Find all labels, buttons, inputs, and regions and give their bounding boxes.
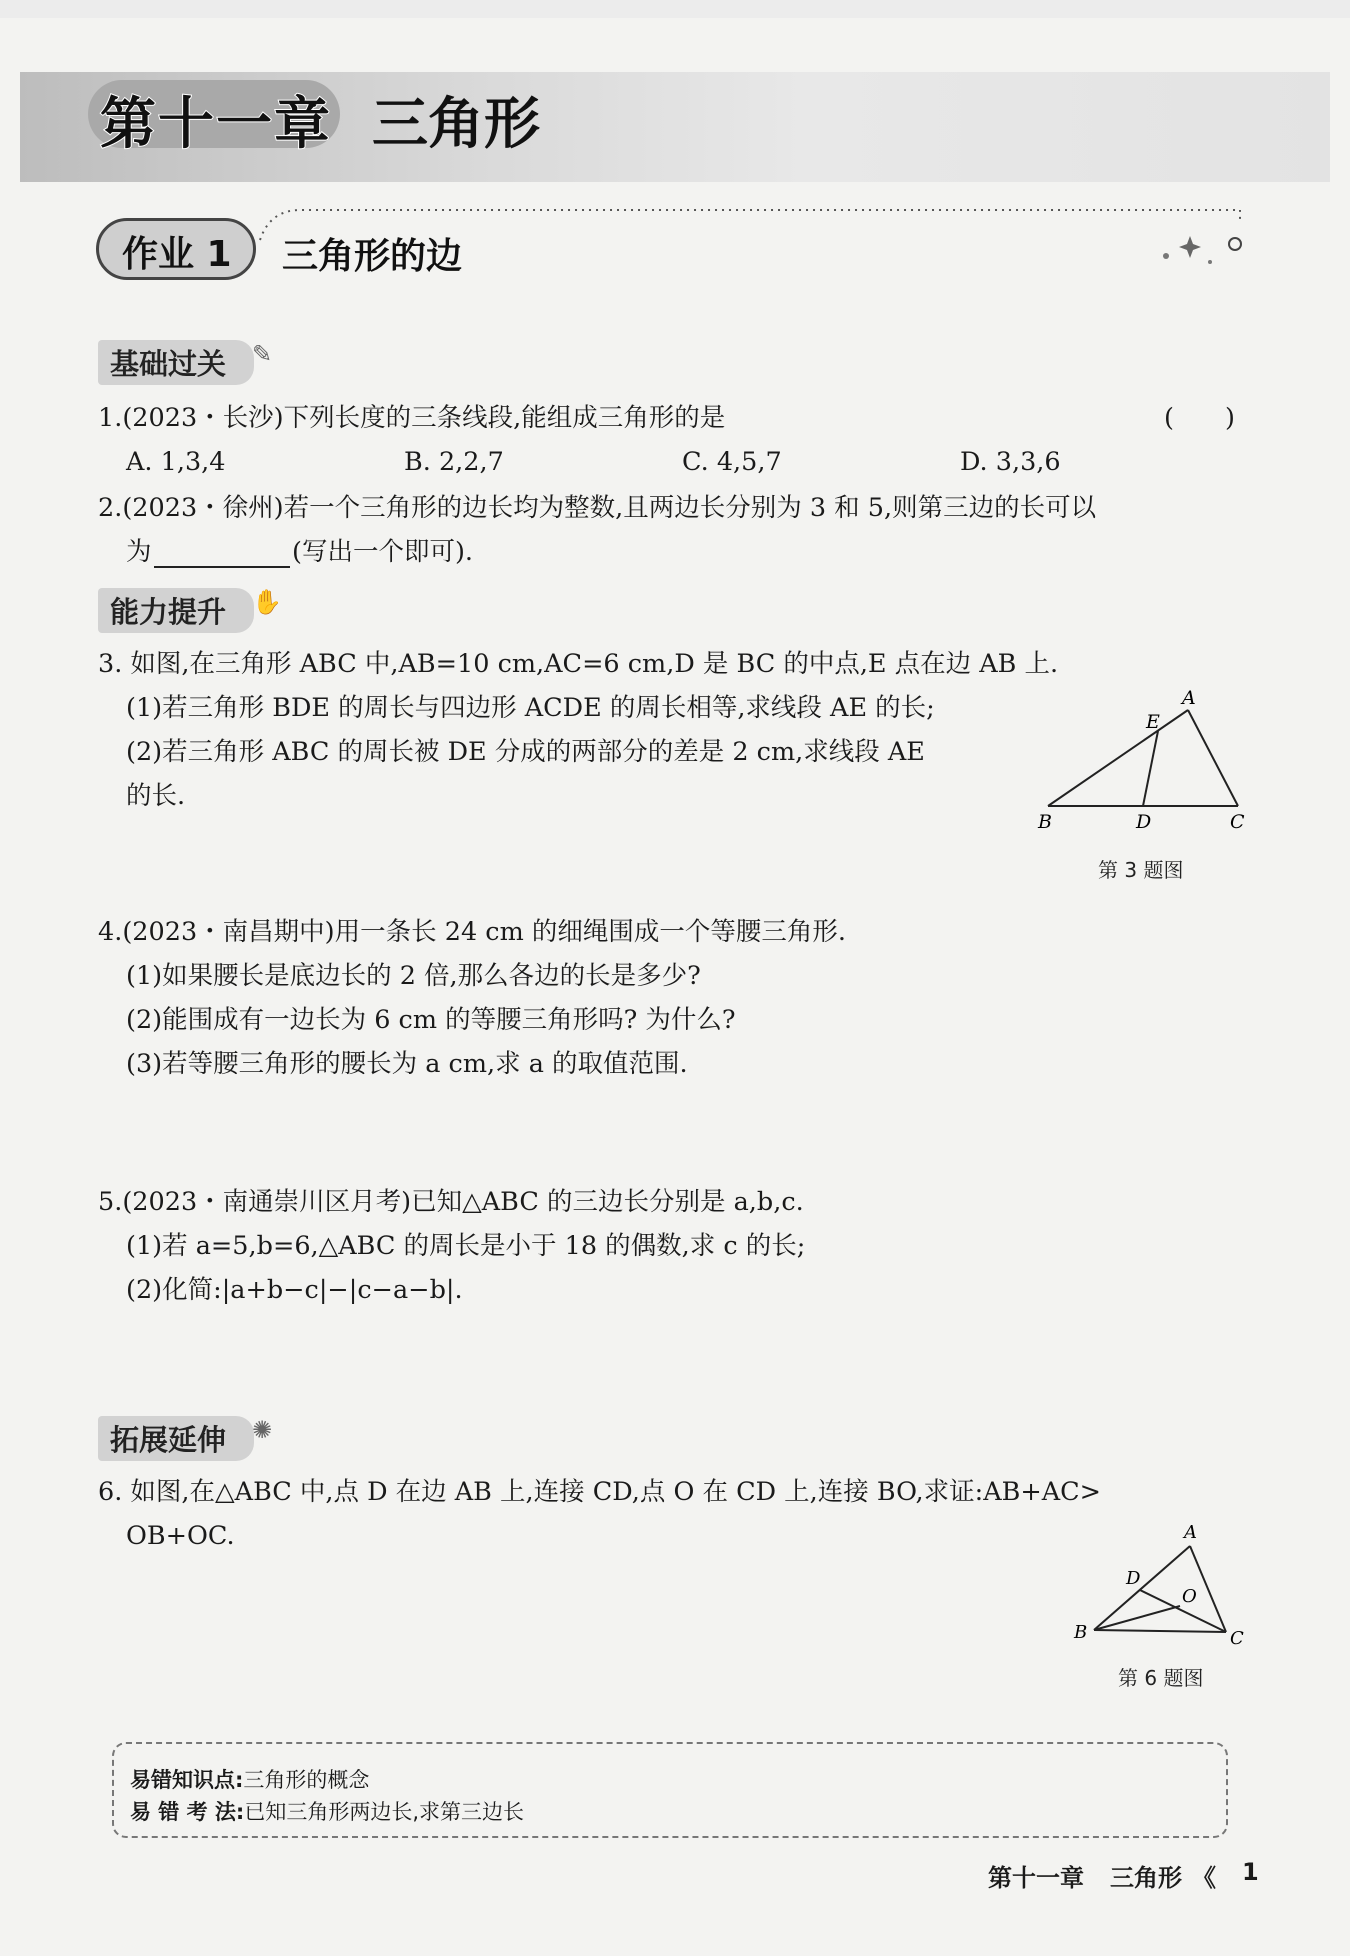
note-key-1: 易错知识点: [130,1768,244,1792]
section-extension: 拓展延伸 [98,1416,254,1461]
q1-answer-bracket: ( ) [1164,403,1235,433]
q6-label-c: C [1230,1628,1244,1649]
q3-figure-caption: 第 3 题图 [1098,858,1184,882]
q5-sub1: (1)若 a=5,b=6,△ABC 的周长是小于 18 的偶数,求 c 的长; [126,1231,806,1261]
footer-title: 三角形 [1110,1864,1182,1892]
note-value-2: 已知三角形两边长,求第三边长 [244,1800,525,1824]
q1-option-d: D. 3,3,6 [960,447,1061,477]
q2-line1: 2.(2023・徐州)若一个三角形的边长均为整数,且两边长分别为 3 和 5,则第三边的长可以 [98,493,1097,523]
section-basic: 基础过关 [98,340,254,385]
q4-line1: 4.(2023・南昌期中)用一条长 24 cm 的细绳围成一个等腰三角形. [98,917,846,947]
q6-segment-bc [1094,1630,1226,1632]
q6-label-d: D [1126,1568,1141,1589]
q3-label-e: E [1146,711,1160,733]
footer-chapter: 第十一章 [988,1864,1084,1892]
q3-sub2a: (2)若三角形 ABC 的周长被 DE 分成的两部分的差是 2 cm,求线段 AE [126,737,925,767]
q1-option-a: A. 1,3,4 [126,447,226,477]
q3-sub2b: 的长. [126,781,186,811]
q6-figure [1060,1520,1260,1650]
q3-label-d: D [1136,811,1152,833]
note-key-2: 易 错 考 法: [130,1800,245,1824]
q3-label-b: B [1038,811,1052,833]
note-value-1: 三角形的概念 [243,1768,370,1792]
q3-sub1: (1)若三角形 BDE 的周长与四边形 ACDE 的周长相等,求线段 AE 的长; [126,693,935,723]
q6-line1: 6. 如图,在△ABC 中,点 D 在边 AB 上,连接 CD,点 O 在 CD 上,连接 BO,求证:AB+AC> [98,1477,1102,1507]
chapter-title: 三角形 [372,92,540,157]
hand-icon: ✋ [252,588,282,616]
q3-line1: 3. 如图,在三角形 ABC 中,AB=10 cm,AC=6 cm,D 是 BC 的中点,E 点在边 AB 上. [98,649,1059,679]
q3-segment-ac [1188,710,1238,806]
q3-segment-de [1143,731,1158,806]
lightbulb-icon: ✺ [252,1416,273,1444]
top-strip [0,0,1350,18]
q3-segment-ba [1048,710,1188,806]
pencil-icon: ✎ [252,340,273,368]
note-line-2 [130,1796,524,1826]
q2-answer-blank [154,566,290,568]
q2-line2-post: (写出一个即可). [292,537,474,567]
page-number: 1 [1242,1858,1259,1886]
section-ability: 能力提升 [98,588,254,633]
q6-label-o: O [1182,1586,1197,1607]
q1-option-b: B. 2,2,7 [404,447,504,477]
q5-line1: 5.(2023・南通崇川区月考)已知△ABC 的三边长分别是 a,b,c. [98,1187,804,1217]
homework-label: 作业 1 [122,234,232,275]
homework-title: 三角形的边 [282,236,463,277]
q6-figure-caption: 第 6 题图 [1118,1666,1204,1690]
q5-sub2: (2)化简:|a+b−c|−|c−a−b|. [126,1275,463,1305]
q4-sub1: (1)如果腰长是底边长的 2 倍,那么各边的长是多少? [126,961,701,991]
footer-arrows-icon: 《 [1192,1864,1216,1892]
homework-frame [90,200,1250,290]
q4-sub3: (3)若等腰三角形的腰长为 a cm,求 a 的取值范围. [126,1049,688,1079]
q6-line2: OB+OC. [126,1521,235,1551]
q1-option-c: C. 4,5,7 [682,447,782,477]
chapter-number: 第十一章 [100,92,332,157]
q6-label-b: B [1074,1622,1088,1643]
q6-label-a: A [1184,1522,1197,1543]
q3-label-c: C [1230,811,1245,833]
q3-label-a: A [1182,690,1196,709]
q2-line2-pre: 为 [126,537,152,567]
q1-stem: 1.(2023・长沙)下列长度的三条线段,能组成三角形的是 [98,403,726,433]
q4-sub2: (2)能围成有一边长为 6 cm 的等腰三角形吗? 为什么? [126,1005,736,1035]
q3-figure [1030,690,1260,840]
note-line-1 [130,1764,369,1794]
